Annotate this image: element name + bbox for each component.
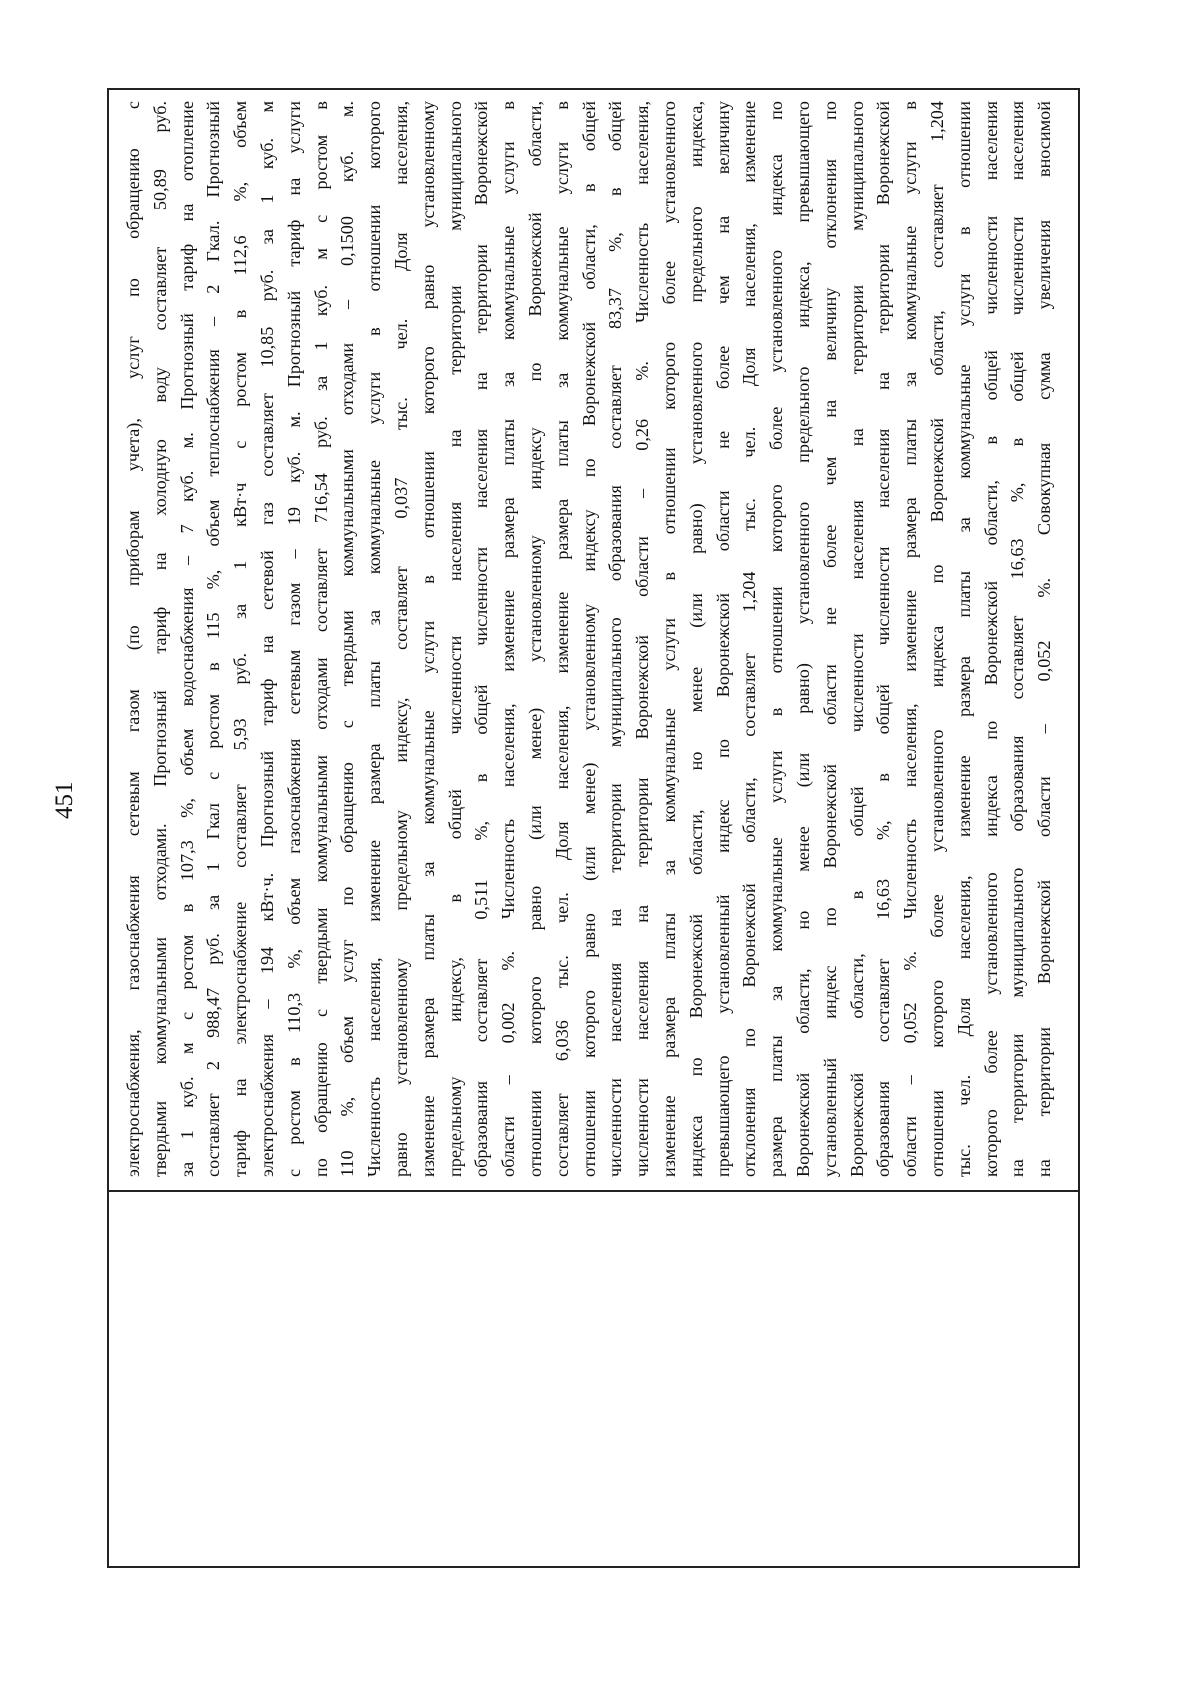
text-line: изменение размера платы за коммунальные услуги в отношении которого равно установленному [417, 101, 438, 1177]
text-line: 110 %, объем услуг по обращению с твердыми коммунальными отходами – 0,1500 куб. м. [336, 101, 357, 1177]
text-line: электроснабжения – 194 кВт·ч. Прогнозный тариф на сетевой газ составляет 10,85 руб. за 1 куб. м [256, 101, 277, 1177]
table-cell-empty [109, 1192, 1078, 1566]
text-line: твердыми коммунальными отходами. Прогнозный тариф на холодную воду составляет 50,89 руб. [149, 101, 170, 1177]
text-line: составляет 6,036 тыс. чел. Доля населения, изменение размера платы за коммунальные услуги в [551, 101, 572, 1177]
text-line: предельному индексу, в общей численности населения на территории муниципального [444, 101, 465, 1177]
text-line: численности населения на территории Воронежской области – 0,26 %. Численность населения, [631, 101, 652, 1177]
text-line: размера платы за коммунальные услуги в отношении которого более установленного индекса по [765, 101, 786, 1177]
page-number: 451 [51, 781, 78, 819]
text-line: отношении которого равно (или менее) установленному индексу по Воронежской области, [524, 101, 545, 1177]
document-table [107, 88, 1080, 1568]
text-line: на территории Воронежской области – 0,052 %. Совокупная сумма увеличения вносимой [1033, 101, 1054, 1177]
text-line: установленный индекс по Воронежской области не более чем на величину отклонения по [819, 101, 840, 1177]
text-line: отношении которого равно (или менее) установленному индексу по Воронежской области, в общей [578, 101, 599, 1177]
text-line: образования составляет 16,63 %, в общей численности населения на территории Воронежской [872, 101, 893, 1177]
text-line: тариф на электроснабжение составляет 5,93 руб. за 1 кВт·ч с ростом в 112,6 %, объем [229, 101, 250, 1177]
text-line: отношении которого более установленного индекса по Воронежской области, составляет 1,204 [926, 101, 947, 1177]
text-line: численности населения на территории муниципального образования составляет 83,37 %, в общей [604, 101, 625, 1177]
text-line: индекса по Воронежской области, но менее (или равно) установленного предельного индекса, [685, 101, 706, 1177]
text-line: тыс. чел. Доля населения, изменение размера платы за коммунальные услуги в отношении [953, 101, 974, 1177]
text-line: изменение размера платы за коммунальные услуги в отношении которого более установленного [658, 101, 679, 1177]
text-line: Численность населения, изменение размера платы за коммунальные услуги в отношении которого [363, 101, 384, 1177]
text-line: Воронежской области, в общей численности населения на территории муниципального [846, 101, 867, 1177]
text-line: равно установленному предельному индексу, составляет 0,037 тыс. чел. Доля населения, [390, 101, 411, 1177]
table-cell-text [109, 90, 1078, 1192]
text-line: по обращению с твердыми коммунальными отходами составляет 716,54 руб. за 1 куб. м с ростом в [310, 101, 331, 1177]
text-line: составляет 2 988,47 руб. за 1 Гкал с ростом в 115 %, объем теплоснабжения – 2 Гкал. Прогнозный [202, 101, 223, 1177]
text-line: отклонения по Воронежской области, составляет 1,204 тыс. чел. Доля населения, изменение [738, 101, 759, 1177]
rotated-text-block [114, 93, 1074, 1187]
text-line: за 1 куб. м с ростом в 107,3 %, объем водоснабжения – 7 куб. м. Прогнозный тариф на отопление [176, 101, 197, 1177]
text-line: образования составляет 0,511 %, в общей численности населения на территории Воронежской [470, 101, 491, 1177]
text-line: превышающего установленный индекс по Воронежской области не более чем на величину [712, 101, 733, 1177]
text-line: с ростом в 110,3 %, объем газоснабжения сетевым газом – 19 куб. м. Прогнозный тариф на услуги [283, 101, 304, 1177]
text-line: на территории муниципального образования составляет 16,63 %, в общей численности населения [1006, 101, 1027, 1177]
text-line: электроснабжения, газоснабжения сетевым газом (по приборам учета), услуг по обращению с [122, 101, 143, 1177]
text-line: Воронежской области, но менее (или равно) установленного предельного индекса, превышающего [792, 101, 813, 1177]
text-line: которого более установленного индекса по Воронежской области, в общей численности населения [980, 101, 1000, 1177]
text-line: области – 0,002 %. Численность населения, изменение размера платы за коммунальные услуги в [497, 101, 518, 1177]
text-line: области – 0,052 %. Численность населения, изменение размера платы за коммунальные услуги в [899, 101, 920, 1177]
